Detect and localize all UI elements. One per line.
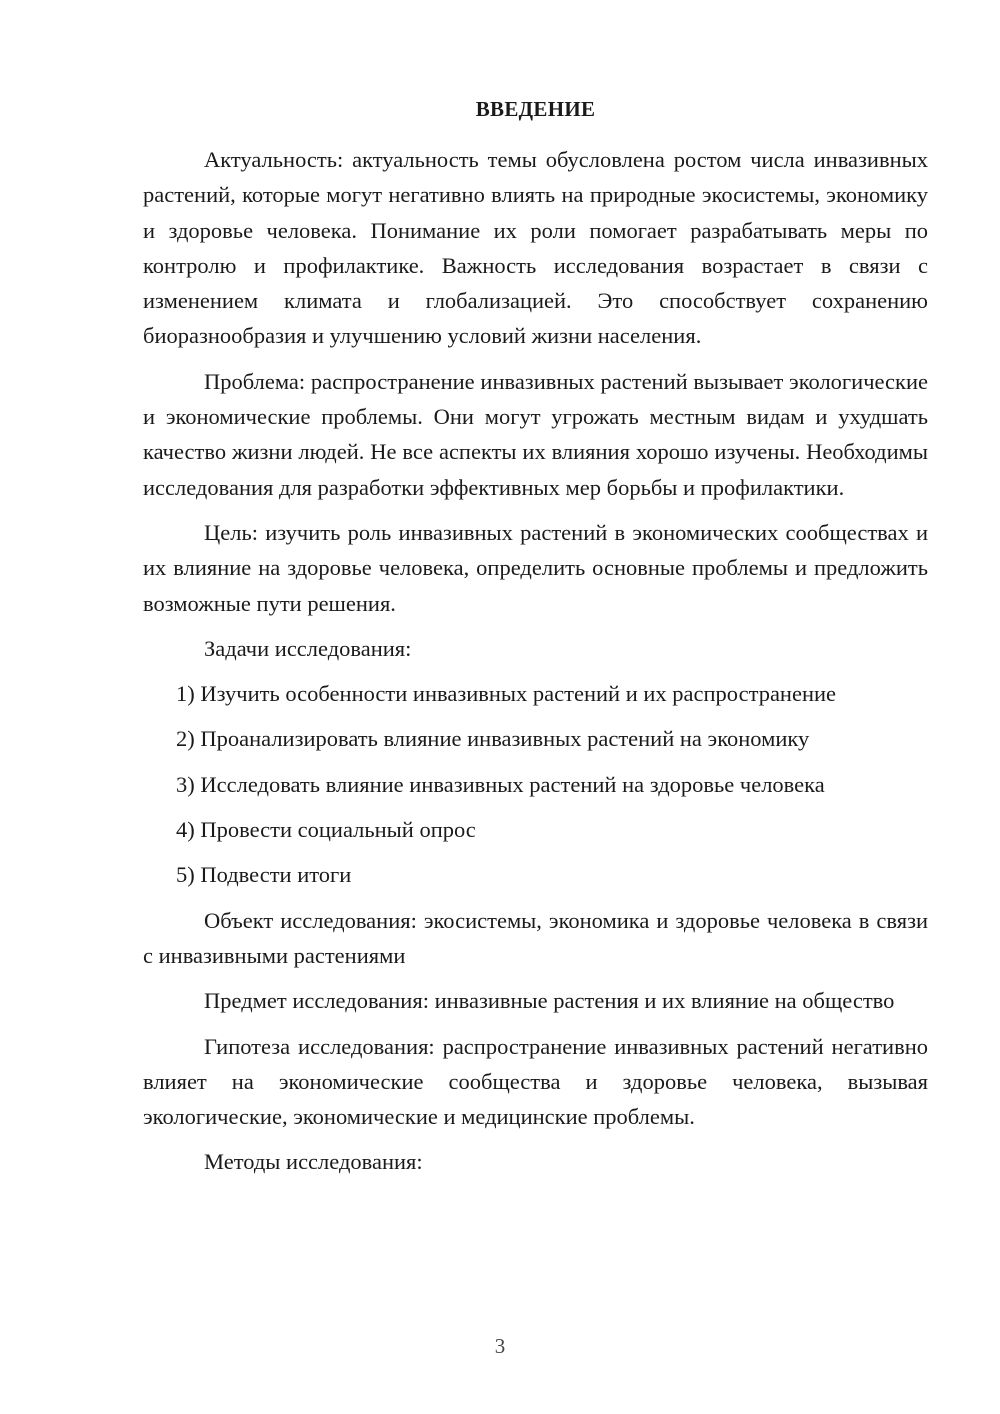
- section-title: ВВЕДЕНИЕ: [475, 97, 596, 121]
- task-list-item: 5) Подвести итоги: [176, 862, 352, 888]
- task-list-item: 3) Исследовать влияние инвазивных растений на здоровье человека: [176, 771, 825, 797]
- goal-paragraph: Цель: изучить роль инвазивных растений в экономических сообществах и их влияние на здоровье человека, определить основные проблемы и предложить возможные пути решения.: [143, 519, 928, 616]
- methods-heading: Методы исследования:: [204, 1149, 423, 1175]
- object-paragraph: Объект исследования: экосистемы, экономика и здоровье человека в связи с инвазивными растениями: [143, 907, 928, 968]
- task-list-item: 4) Провести социальный опрос: [176, 817, 476, 843]
- document-page: [143, 92, 928, 1190]
- page-number: 3: [494, 1334, 506, 1358]
- task-list-item: 1) Изучить особенности инвазивных растений и их распространение: [176, 681, 837, 707]
- subject-paragraph: Предмет исследования: инвазивные растения и их влияние на общество: [204, 988, 895, 1014]
- tasks-heading: Задачи исследования:: [204, 635, 412, 661]
- relevance-paragraph: Актуальность: актуальность темы обусловлена ростом числа инвазивных растений, которые могут негативно влиять на природные экосистемы, экономику и здоровье человека. Понимание их роли помогает разрабатывать меры по контролю и профилактике. Важность исследования возрастает в связи с изменением климата и глобализацией. Это способствует сохранению биоразнообразия и улучшению условий жизни населения.: [143, 147, 928, 349]
- hypothesis-paragraph: Гипотеза исследования: распространение инвазивных растений негативно влияет на экономические сообщества и здоровье человека, вызывая экологические, экономические и медицинские проблемы.: [143, 1033, 928, 1130]
- problem-paragraph: Проблема: распространение инвазивных растений вызывает экологические и экономические проблемы. Они могут угрожать местным видам и ухудшать качество жизни людей. Не все аспекты их влияния хорошо изучены. Необходимы исследования для разработки эффективных мер борьбы и профилактики.: [143, 368, 928, 500]
- task-list-item: 2) Проанализировать влияние инвазивных растений на экономику: [176, 726, 810, 752]
